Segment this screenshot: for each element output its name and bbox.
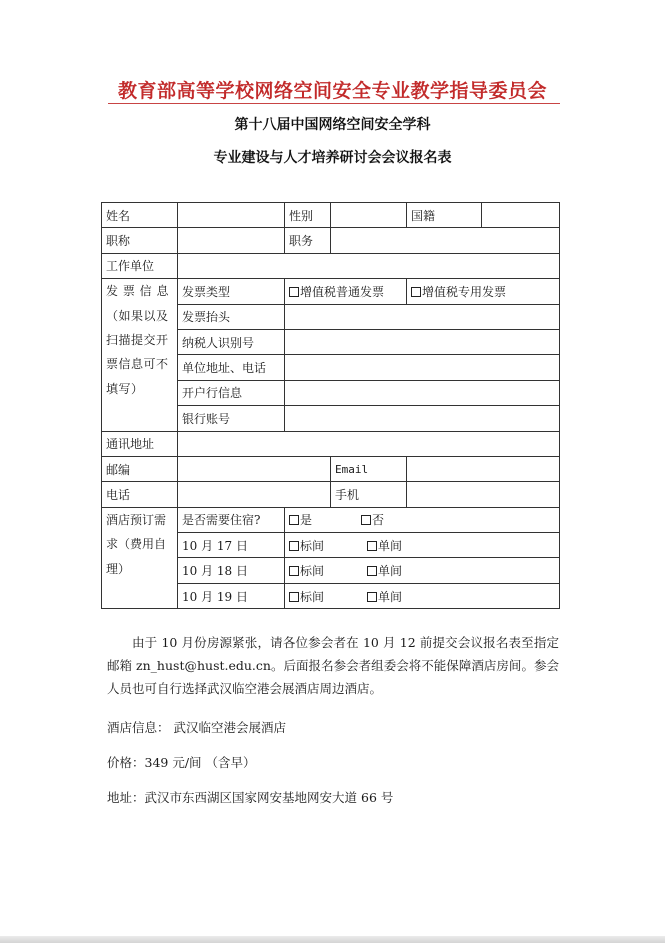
bank-field[interactable] xyxy=(285,380,560,405)
mailing-address-field[interactable] xyxy=(178,431,560,456)
table-row xyxy=(102,279,560,304)
nationality-field[interactable] xyxy=(482,203,560,228)
room-option-standard[interactable] xyxy=(289,588,367,605)
room-option-single[interactable] xyxy=(367,562,402,579)
gender-field[interactable] xyxy=(331,203,407,228)
phone-label: 电话 xyxy=(102,482,178,507)
employer-label: 工作单位 xyxy=(102,253,178,278)
email-field[interactable] xyxy=(407,456,560,481)
nationality-label: 国籍 xyxy=(407,203,482,228)
single-room-label: 单间 xyxy=(378,589,403,604)
room-option-standard[interactable] xyxy=(289,537,367,554)
table-row xyxy=(102,482,560,507)
table-row xyxy=(102,456,560,481)
header-divider xyxy=(108,103,560,104)
invoice-header-label: 发票抬头 xyxy=(178,304,285,329)
room-options xyxy=(285,558,560,583)
postcode-label: 邮编 xyxy=(102,456,178,481)
checkbox-icon[interactable] xyxy=(411,287,421,297)
taxpayer-id-field[interactable] xyxy=(285,329,560,354)
hotel-name: 武汉临空港会展酒店 xyxy=(173,720,287,735)
mobile-label: 手机 xyxy=(331,482,407,507)
room-option-single[interactable] xyxy=(367,588,402,605)
company-address-phone-label: 单位地址、电话 xyxy=(178,355,285,380)
date-label: 10 月 17 日 xyxy=(178,533,285,558)
employer-field[interactable] xyxy=(178,253,560,278)
checkbox-icon[interactable] xyxy=(289,515,299,525)
lodging-option-yes[interactable] xyxy=(289,511,361,528)
position-field[interactable] xyxy=(331,228,560,253)
single-room-label: 单间 xyxy=(378,564,403,579)
postcode-field[interactable] xyxy=(178,456,331,481)
mobile-field[interactable] xyxy=(407,482,560,507)
phone-field[interactable] xyxy=(178,482,331,507)
room-option-single[interactable] xyxy=(367,537,402,554)
lodging-option-no[interactable] xyxy=(361,511,384,528)
invoice-option-normal[interactable] xyxy=(285,279,407,304)
standard-room-label: 标间 xyxy=(300,564,325,579)
company-address-phone-field[interactable] xyxy=(285,355,560,380)
room-options xyxy=(285,533,560,558)
price-value: 349 元/间 （含早） xyxy=(144,755,256,770)
standard-room-label: 标间 xyxy=(300,538,325,553)
invoice-type-label: 发票类型 xyxy=(178,279,285,304)
taxpayer-id-label: 纳税人识别号 xyxy=(178,329,285,354)
lodging-options xyxy=(285,507,560,532)
room-options xyxy=(285,583,560,608)
registration-form-table xyxy=(101,202,560,609)
single-room-label: 单间 xyxy=(378,538,403,553)
table-row xyxy=(102,253,560,278)
standard-room-label: 标间 xyxy=(300,589,325,604)
table-row xyxy=(102,203,560,228)
checkbox-icon[interactable] xyxy=(367,566,377,576)
document-title-line2: 专业建设与人才培养研讨会会议报名表 xyxy=(213,150,452,166)
checkbox-icon[interactable] xyxy=(289,592,299,602)
address-value: 武汉市东西湖区国家网安基地网安大道 66 号 xyxy=(144,790,394,805)
hotel-section-label: 酒店预订需求（费用自理） xyxy=(102,507,178,609)
document-title-line1: 第十八届中国网络空间安全学科 xyxy=(234,117,431,133)
lodging-question: 是否需要住宿? xyxy=(178,507,285,532)
date-label: 10 月 19 日 xyxy=(178,583,285,608)
title-label: 职称 xyxy=(102,228,178,253)
bank-label: 开户行信息 xyxy=(178,380,285,405)
position-label: 职务 xyxy=(285,228,331,253)
date-label: 10 月 18 日 xyxy=(178,558,285,583)
invoice-header-field[interactable] xyxy=(285,304,560,329)
invoice-section-label: 发 票 信 息 （如果以及扫描提交开票信息可不填写） xyxy=(102,279,178,431)
address-label: 地址： xyxy=(107,790,145,805)
title-field[interactable] xyxy=(178,228,285,253)
note-paragraph: 由于 10 月份房源紧张，请各位参会者在 10 月 12 前提交会议报名表至指定邮箱 zn_hust@hust.edu.cn。后面报名参会者组委会将不能保障酒店房间。参会人员也可自行选择武汉临空港会展酒店周边酒店。 xyxy=(107,635,559,696)
invoice-option-special-label: 增值税专用发票 xyxy=(422,284,507,299)
gender-label: 性别 xyxy=(285,203,331,228)
table-row xyxy=(102,228,560,253)
price-line xyxy=(107,753,256,771)
lodging-yes-label: 是 xyxy=(300,513,313,528)
mailing-address-label: 通讯地址 xyxy=(102,431,178,456)
table-row xyxy=(102,431,560,456)
table-row xyxy=(102,507,560,532)
name-field[interactable] xyxy=(178,203,285,228)
lodging-no-label: 否 xyxy=(372,513,385,528)
page-bottom-edge xyxy=(0,936,665,943)
org-title: 教育部高等学校网络空间安全专业教学指导委员会 xyxy=(117,80,547,102)
checkbox-icon[interactable] xyxy=(361,515,371,525)
room-option-standard[interactable] xyxy=(289,562,367,579)
bank-account-field[interactable] xyxy=(285,406,560,431)
bank-account-label: 银行账号 xyxy=(178,406,285,431)
checkbox-icon[interactable] xyxy=(289,541,299,551)
checkbox-icon[interactable] xyxy=(289,287,299,297)
checkbox-icon[interactable] xyxy=(289,566,299,576)
email-label: Email xyxy=(331,456,407,481)
invoice-option-normal-label: 增值税普通发票 xyxy=(300,284,385,299)
address-line xyxy=(107,788,393,806)
checkbox-icon[interactable] xyxy=(367,592,377,602)
hotel-info-line xyxy=(107,718,286,736)
price-label: 价格： xyxy=(107,755,145,770)
invoice-option-special[interactable] xyxy=(407,279,560,304)
name-label: 姓名 xyxy=(102,203,178,228)
hotel-info-label: 酒店信息： xyxy=(107,720,170,735)
registration-note xyxy=(107,631,559,700)
checkbox-icon[interactable] xyxy=(367,541,377,551)
